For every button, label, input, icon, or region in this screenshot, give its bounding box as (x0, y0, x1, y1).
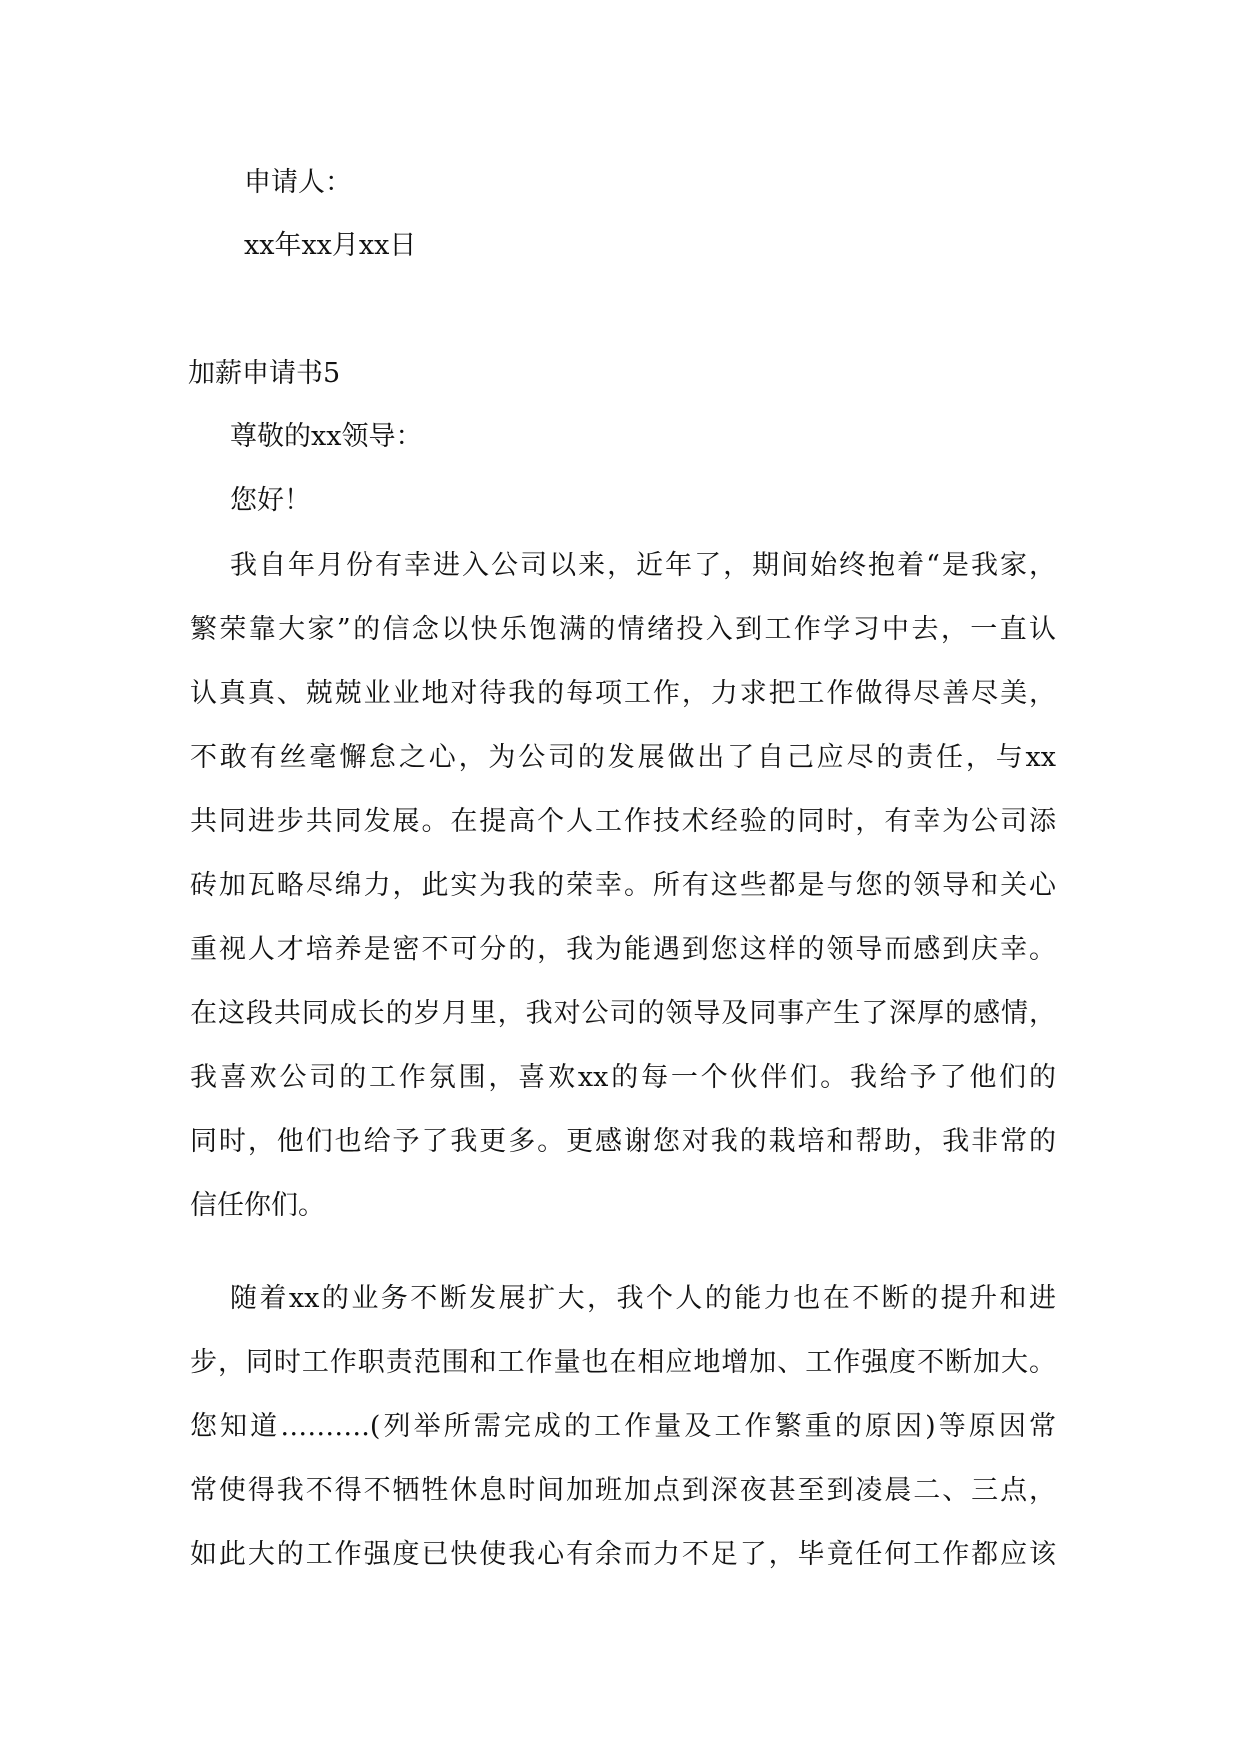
paragraph1-line: 重视人才培养是密不可分的，我为能遇到您这样的领导而感到庆幸。 (190, 934, 1056, 965)
paragraph1-line: 认真真、兢兢业业地对待我的每项工作，力求把工作做得尽善尽美， (190, 678, 1056, 709)
paragraph1-line: 繁荣靠大家”的信念以快乐饱满的情绪投入到工作学习中去，一直认 (190, 614, 1056, 645)
applicant-label: 申请人： (244, 167, 352, 198)
paragraph2-line: 步，同时工作职责范围和工作量也在相应地增加、工作强度不断加大。 (190, 1347, 1056, 1378)
paragraph2-line: 如此大的工作强度已快使我心有余而力不足了，毕竟任何工作都应该 (190, 1539, 1056, 1570)
paragraph1-line: 砖加瓦略尽绵力，此实为我的荣幸。所有这些都是与您的领导和关心 (190, 870, 1056, 901)
paragraph1-line: 信任你们。 (190, 1190, 325, 1221)
paragraph2-line: 常使得我不得不牺牲休息时间加班加点到深夜甚至到凌晨二、三点， (190, 1475, 1056, 1506)
signature-date: xx年xx月xx日 (244, 230, 417, 261)
paragraph1-line: 不敢有丝毫懈怠之心，为公司的发展做出了自己应尽的责任，与xx (190, 742, 1056, 773)
paragraph1-line: 在这段共同成长的岁月里，我对公司的领导及同事产生了深厚的感情， (190, 998, 1056, 1029)
letter-title: 加薪申请书5 (188, 358, 341, 389)
paragraph1-line: 同时，他们也给予了我更多。更感谢您对我的栽培和帮助，我非常的 (190, 1126, 1056, 1157)
greeting: 您好！ (230, 485, 311, 516)
paragraph1-line: 共同进步共同发展。在提高个人工作技术经验的同时，有幸为公司添 (190, 806, 1056, 837)
paragraph1-line: 我自年月份有幸进入公司以来，近年了，期间始终抱着“是我家， (230, 550, 1056, 581)
paragraph2-line: 您知道……….(列举所需完成的工作量及工作繁重的原因)等原因常 (190, 1411, 1056, 1442)
paragraph2-line: 随着xx的业务不断发展扩大，我个人的能力也在不断的提升和进 (230, 1283, 1056, 1314)
salutation: 尊敬的xx领导： (230, 421, 423, 452)
paragraph1-line: 我喜欢公司的工作氛围，喜欢xx的每一个伙伴们。我给予了他们的 (190, 1062, 1056, 1093)
